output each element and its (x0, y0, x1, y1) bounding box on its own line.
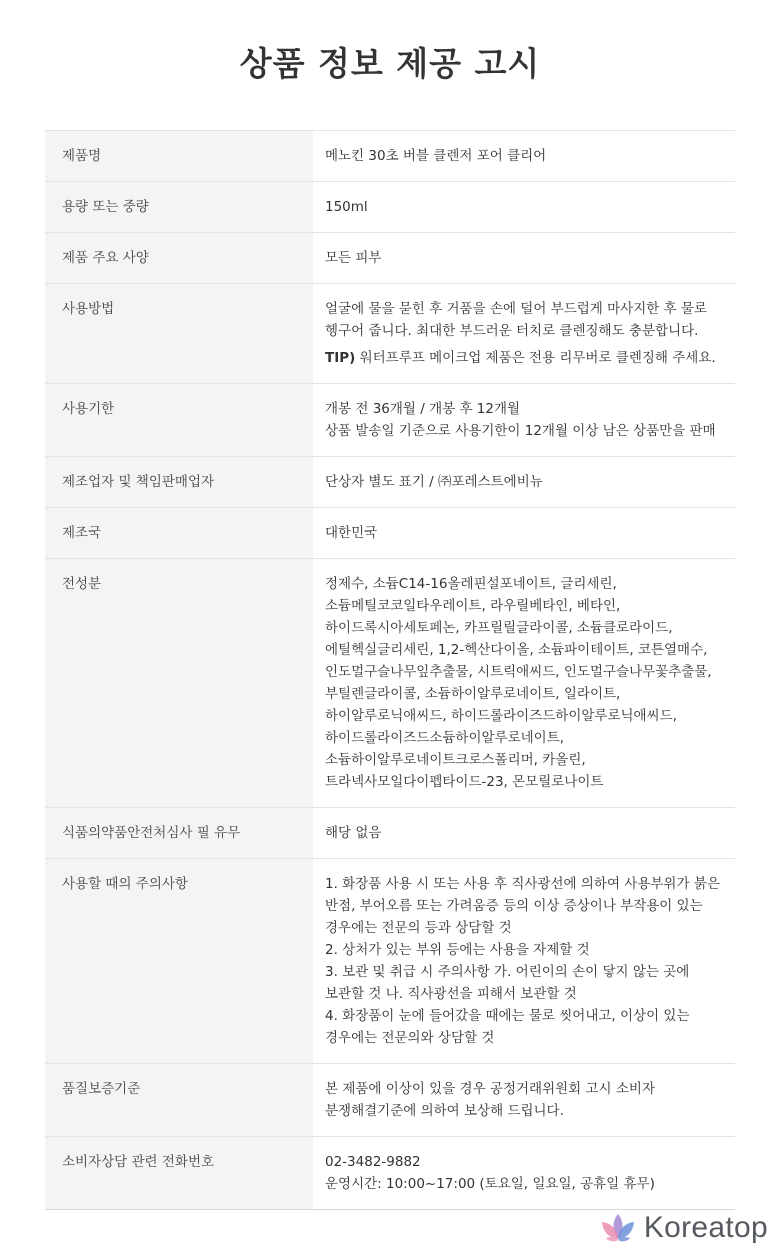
info-row (45, 233, 735, 284)
value-line: 상품 발송일 기준으로 사용기한이 12개월 이상 남은 상품만을 판매 (325, 423, 716, 439)
row-label: 사용할 때의 주의사항 (45, 859, 313, 1064)
tip-line (325, 347, 721, 369)
row-label: 제품 주요 사양 (45, 233, 313, 284)
value-line: 해당 없음 (325, 825, 382, 841)
product-info-body (45, 131, 735, 1210)
info-row (45, 859, 735, 1064)
value-line: 단상자 별도 표기 / ㈜포레스트에비뉴 (325, 474, 543, 490)
info-row (45, 182, 735, 233)
tip-text: 워터프루프 메이크업 제품은 전용 리무버로 클렌징해 주세요. (355, 350, 716, 366)
row-value (313, 808, 735, 859)
row-label: 제조업자 및 책임판매업자 (45, 457, 313, 508)
row-value (313, 1137, 735, 1210)
row-label: 사용기한 (45, 384, 313, 457)
value-line: 3. 보관 및 취급 시 주의사항 가. 어린이의 손이 닿지 않는 곳에 보관할 것 나. 직사광선을 피해서 보관할 것 (325, 964, 690, 1002)
row-label: 품질보증기준 (45, 1064, 313, 1137)
row-label: 식품의약품안전처심사 필 유무 (45, 808, 313, 859)
value-line: 대한민국 (325, 525, 378, 541)
row-value (313, 182, 735, 233)
value-line: 얼굴에 물을 묻힌 후 거품을 손에 덜어 부드럽게 마사지한 후 물로 헹구어 줍니다. 최대한 부드러운 터치로 클렌징해도 충분합니다. (325, 301, 707, 339)
koreatop-logo (598, 1208, 768, 1248)
value-line: 1. 화장품 사용 시 또는 사용 후 직사광선에 의하여 사용부위가 붉은 반점, 부어오름 또는 가려움증 등의 이상 증상이나 부작용이 있는 경우에는 전문의 등과 상담할 것 (325, 876, 720, 936)
row-label: 제조국 (45, 508, 313, 559)
value-line: 정제수, 소듐C14-16올레핀설포네이트, 글리세린, 소듐메틸코코일타우레이트, 라우릴베타인, 베타인, 하이드록시아세토페논, 카프릴릴글라이콜, 소듐클로라이드, 에틸헥실글리세린, 1,2-헥산다이올, 소듐파이테이트, 코튼열매수, 인도멀구슬나무잎추출물, 시트릭애씨드, 인도멀구슬나무꽃추출물, 부틸렌글라이콜, 소듐하이알루로네이트, 일라이트, 하이알루로닉애씨드, 하이드롤라이즈드하이알루로닉애씨드, 하이드롤라이즈드소듐하이알루로네이트, 소듐하이알루로네이트크로스폴리머, 카올린, 트라넥사모일다이펩타이드-23, 몬모릴로나이트 (325, 576, 712, 790)
info-row (45, 131, 735, 182)
row-label: 전성분 (45, 559, 313, 808)
product-info-table (45, 130, 735, 1210)
value-line: 메노킨 30초 버블 클렌저 포어 클리어 (325, 148, 547, 164)
row-label: 사용방법 (45, 284, 313, 384)
info-row (45, 284, 735, 384)
lotus-icon (598, 1211, 638, 1245)
row-label: 제품명 (45, 131, 313, 182)
row-value (313, 559, 735, 808)
value-line: 02-3482-9882 (325, 1154, 421, 1170)
tip-prefix: TIP) (325, 350, 356, 366)
info-row (45, 1064, 735, 1137)
row-value (313, 508, 735, 559)
info-row (45, 384, 735, 457)
row-value (313, 233, 735, 284)
row-value (313, 1064, 735, 1137)
info-row (45, 559, 735, 808)
row-value (313, 284, 735, 384)
row-value (313, 457, 735, 508)
row-label: 소비자상담 관련 전화번호 (45, 1137, 313, 1210)
info-row (45, 457, 735, 508)
value-line: 4. 화장품이 눈에 들어갔을 때에는 물로 씻어내고, 이상이 있는 경우에는 전문의와 상담할 것 (325, 1008, 690, 1046)
info-row (45, 808, 735, 859)
value-line: 150ml (325, 199, 368, 215)
row-value (313, 131, 735, 182)
info-row (45, 508, 735, 559)
row-label: 용량 또는 중량 (45, 182, 313, 233)
row-value (313, 384, 735, 457)
page-title: 상품 정보 제공 고시 (239, 44, 541, 83)
value-line: 본 제품에 이상이 있을 경우 공정거래위원회 고시 소비자 분쟁해결기준에 의하여 보상해 드립니다. (325, 1081, 655, 1119)
value-line: 운영시간: 10:00~17:00 (토요일, 일요일, 공휴일 휴무) (325, 1176, 655, 1192)
logo-text: Koreatop (643, 1211, 768, 1244)
value-line: 개봉 전 36개월 / 개봉 후 12개월 (325, 401, 521, 417)
info-row (45, 1137, 735, 1210)
row-value (313, 859, 735, 1064)
value-line: 모든 피부 (325, 250, 382, 266)
value-line: 2. 상처가 있는 부위 등에는 사용을 자제할 것 (325, 942, 590, 958)
